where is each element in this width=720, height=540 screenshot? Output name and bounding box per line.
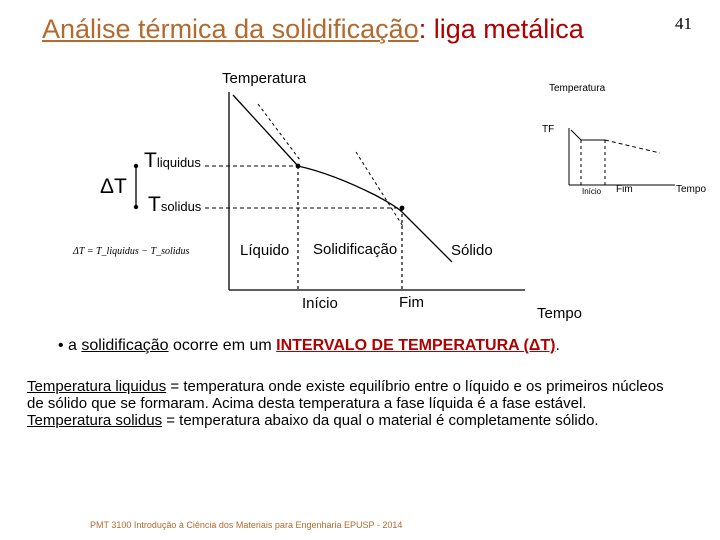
- solidus-point: [400, 206, 405, 211]
- liquidus-definition: = temperatura onde existe equilíbrio entre o líquido e os primeiros núcleos de sólido que se formaram. Acima desta temperatura a fase líquida é a fase estável.: [27, 378, 664, 412]
- region-solid: Sólido: [451, 242, 493, 259]
- inset-tf-label: TF: [542, 124, 555, 135]
- solidification-curve: [298, 166, 402, 212]
- end-label: Fim: [399, 294, 424, 311]
- solidus-term: Temperatura solidus: [27, 412, 163, 429]
- footer: PMT 3100 Introdução à Ciência dos Materiais para Engenharia EPUSP - 2014: [90, 520, 403, 530]
- solid-cooling-segment: [402, 212, 452, 262]
- region-liquid: Líquido: [240, 242, 290, 259]
- inset-curve-solid: [605, 140, 660, 153]
- delta-t-label: ΔT: [100, 175, 127, 198]
- inset-y-axis-label: Temperatura: [549, 83, 606, 94]
- t-liquidus-label: Tliquidus: [144, 149, 201, 172]
- main-x-axis-label: Tempo: [537, 305, 583, 322]
- bullet-text: • a solidificação ocorre em um INTERVALO DE TEMPERATURA (ΔT).: [58, 337, 560, 354]
- main-y-axis-label: Temperatura: [222, 70, 307, 87]
- delta-t-formula: ΔT = T_liquidus − T_solidus: [73, 246, 190, 257]
- inset-start-label: Início: [582, 187, 602, 196]
- title-part2: : liga metálica: [418, 14, 584, 44]
- title-part1: Análise térmica da solidificação: [42, 14, 419, 44]
- liquid-cooling-segment: [233, 95, 298, 166]
- region-solidification: Solidificação: [313, 241, 398, 258]
- definitions-paragraph: [27, 378, 677, 429]
- t-solidus-label: Tsolidus: [148, 193, 202, 216]
- liquidus-point: [296, 164, 301, 169]
- liquid-tangent: [258, 104, 300, 160]
- start-label: Início: [302, 295, 338, 312]
- inset-end-label: Fim: [616, 184, 633, 195]
- inset-x-axis-label: Tempo: [676, 184, 707, 195]
- page-number: 41: [675, 14, 692, 33]
- liquidus-term: Temperatura liquidus: [27, 378, 167, 395]
- solidus-definition: = temperatura abaixo da qual o material é completamente sólido.: [162, 412, 599, 429]
- inset-curve-cool: [571, 130, 581, 140]
